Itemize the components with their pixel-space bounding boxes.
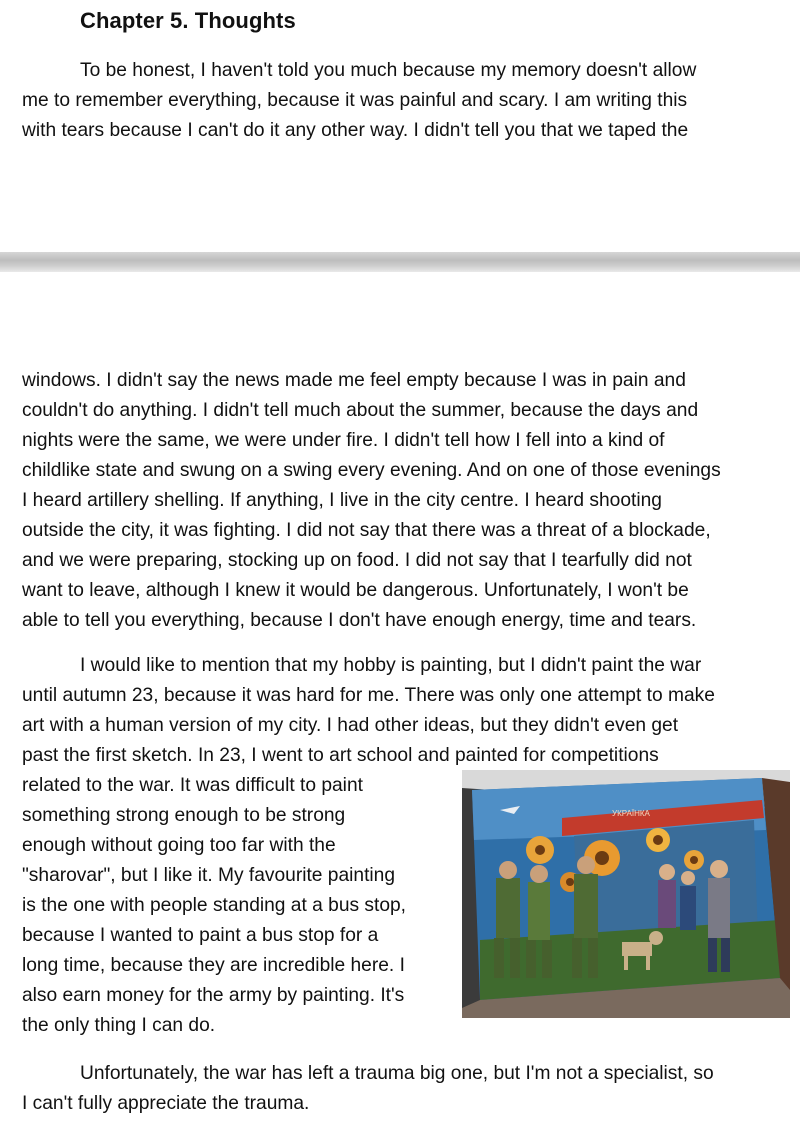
text-line: nights were the same, we were under fire. I didn't tell how I fell into a kind of bbox=[22, 430, 665, 451]
text-line: me to remember everything, because it was painful and scary. I am writing this bbox=[22, 90, 688, 111]
text-line: childlike state and swung on a swing every evening. And on one of those evenings bbox=[22, 460, 721, 481]
text-line: want to leave, although I knew it would be dangerous. Unfortunately, I won't be bbox=[22, 580, 689, 601]
text-line: "sharovar", but I like it. My favourite painting bbox=[22, 865, 396, 886]
text-line: able to tell you everything, because I don't have enough energy, time and tears. bbox=[22, 610, 697, 631]
paragraph-2 bbox=[22, 366, 797, 636]
text-line: I heard artillery shelling. If anything, I live in the city centre. I heard shooting bbox=[22, 490, 662, 511]
text-line: outside the city, it was fighting. I did not say that there was a threat of a blockade, bbox=[22, 520, 711, 541]
paragraph-1 bbox=[22, 56, 797, 146]
text-line: windows. I didn't say the news made me feel empty because I was in pain and bbox=[22, 370, 686, 391]
text-line: because I wanted to paint a bus stop for a bbox=[22, 925, 379, 946]
painting-sign-text: УКРАЇНКА bbox=[612, 809, 650, 818]
text-line: also earn money for the army by painting. It's bbox=[22, 985, 405, 1006]
paragraph-4 bbox=[22, 1059, 797, 1119]
text-line: and we were preparing, stocking up on food. I did not say that I tearfully did not bbox=[22, 550, 692, 571]
painting-illustration bbox=[462, 770, 790, 1018]
page-break bbox=[0, 252, 800, 272]
text-line: I would like to mention that my hobby is painting, but I didn't paint the war bbox=[80, 655, 702, 676]
text-line: couldn't do anything. I didn't tell much about the summer, because the days and bbox=[22, 400, 699, 421]
text-line: past the first sketch. In 23, I went to art school and painted for competitions bbox=[22, 745, 659, 766]
text-line: Unfortunately, the war has left a trauma big one, but I'm not a specialist, so bbox=[80, 1063, 714, 1084]
text-line: enough without going too far with the bbox=[22, 835, 336, 856]
text-line: until autumn 23, because it was hard for me. There was only one attempt to make bbox=[22, 685, 715, 706]
bus-stop-painting-photo bbox=[462, 770, 790, 1018]
text-line: is the one with people standing at a bus stop, bbox=[22, 895, 407, 916]
text-line: art with a human version of my city. I had other ideas, but they didn't even get bbox=[22, 715, 679, 736]
text-line: with tears because I can't do it any other way. I didn't tell you that we taped the bbox=[22, 120, 689, 141]
text-line: something strong enough to be strong bbox=[22, 805, 346, 826]
text-line: To be honest, I haven't told you much because my memory doesn't allow bbox=[80, 60, 697, 81]
text-line: related to the war. It was difficult to paint bbox=[22, 775, 363, 796]
text-line: long time, because they are incredible here. I bbox=[22, 955, 405, 976]
text-line: the only thing I can do. bbox=[22, 1015, 216, 1036]
text-line: I can't fully appreciate the trauma. bbox=[22, 1093, 310, 1114]
chapter-title: Chapter 5. Thoughts bbox=[80, 8, 296, 33]
